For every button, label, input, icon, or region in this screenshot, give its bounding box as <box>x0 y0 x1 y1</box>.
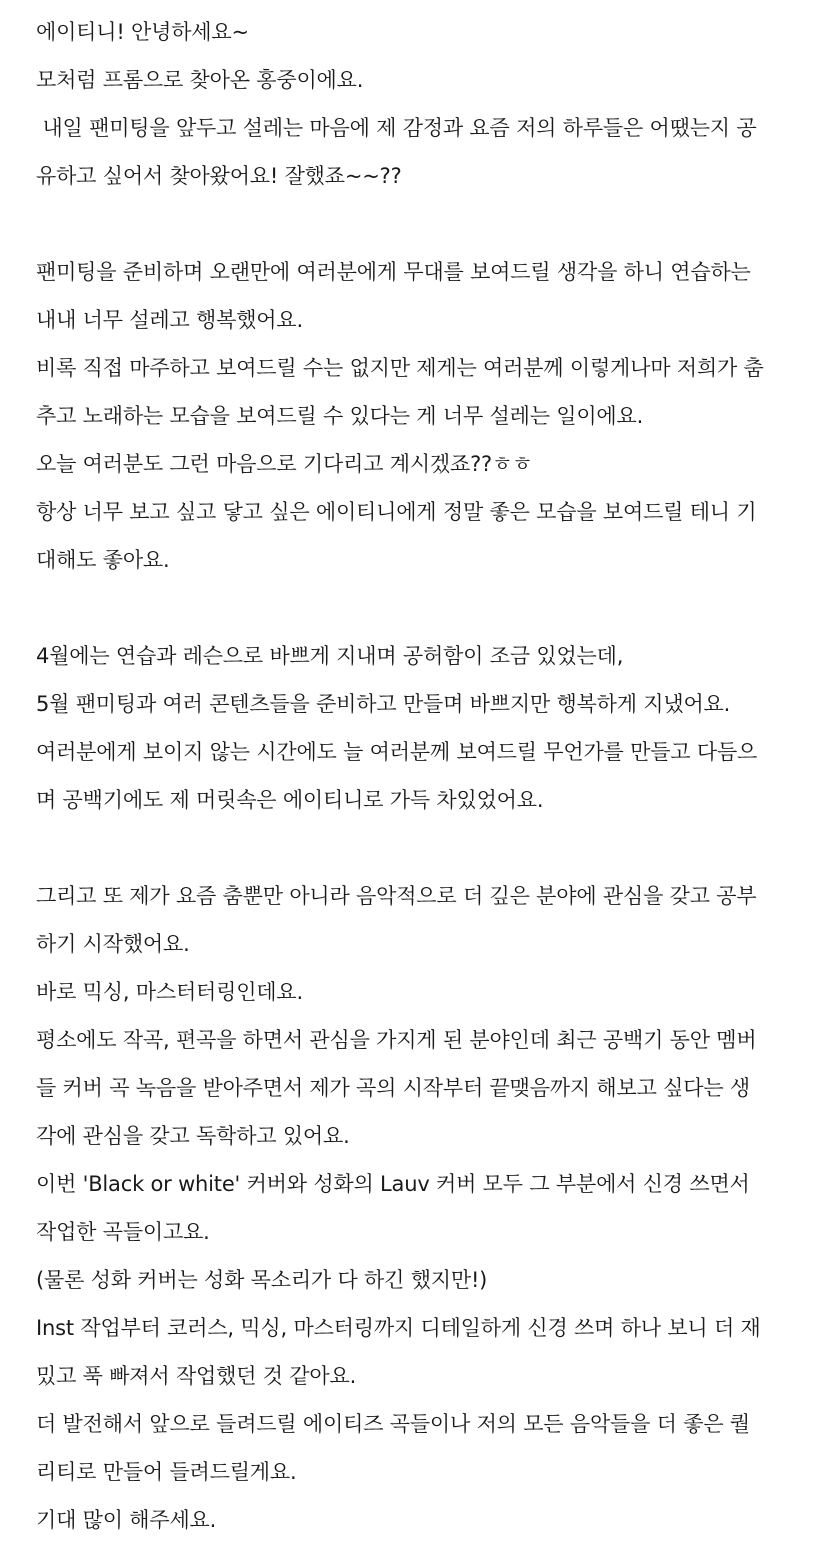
text-line: 오늘 여러분도 그런 마음으로 기다리고 계시겠죠??ㅎㅎ <box>36 452 533 476</box>
paragraph-spacer <box>36 588 828 636</box>
text-line: 밌고 푹 빠져서 작업했던 것 같아요. <box>36 1364 357 1388</box>
text-line: (물론 성화 커버는 성화 목소리가 다 하긴 했지만!) <box>36 1268 488 1292</box>
text-line: 여러분에게 보이지 않는 시간에도 늘 여러분께 보여드릴 무언가를 만들고 다듬으 <box>36 740 758 764</box>
text-line: 그리고 또 제가 요즘 춤뿐만 아니라 음악적으로 더 깊은 분야에 관심을 갖고 공부 <box>36 884 757 908</box>
text-line: 4월에는 연습과 레슨으로 바쁘게 지내며 공허함이 조금 있었는데, <box>36 644 624 668</box>
text-line: 평소에도 작곡, 편곡을 하면서 관심을 가지게 된 분야인데 최근 공백기 동안 멤버 <box>36 1028 757 1052</box>
text-line: 유하고 싶어서 찾아왔어요! 잘했죠~~?? <box>36 164 402 188</box>
paragraph-greeting <box>36 12 828 204</box>
text-line: 항상 너무 보고 싶고 닿고 싶은 에이티니에게 정말 좋은 모습을 보여드릴 테니 기 <box>36 500 757 524</box>
text-line: 모처럼 프롬으로 찾아온 홍중이에요. <box>36 68 364 92</box>
text-line: 각에 관심을 갖고 독학하고 있어요. <box>36 1124 350 1148</box>
text-line: 바로 믹싱, 마스터터링인데요. <box>36 980 303 1004</box>
text-line: 추고 노래하는 모습을 보여드릴 수 있다는 게 너무 설레는 일이에요. <box>36 404 644 428</box>
text-line: 내일 팬미팅을 앞두고 설레는 마음에 제 감정과 요즘 저의 하루들은 어땠는지 공 <box>36 116 757 140</box>
text-line: 리티로 만들어 들려드릴게요. <box>36 1460 297 1484</box>
paragraph-recent-days <box>36 636 828 828</box>
text-line: 하기 시작했어요. <box>36 932 190 956</box>
text-line: 며 공백기에도 제 머릿속은 에이티니로 가득 차있었어요. <box>36 788 544 812</box>
paragraph-music-study <box>36 876 828 1548</box>
text-line: 비록 직접 마주하고 보여드릴 수는 없지만 제게는 여러분께 이렇게나마 저희가 춤 <box>36 356 764 380</box>
text-line: 5월 팬미팅과 여러 콘텐츠들을 준비하고 만들며 바쁘지만 행복하게 지냈어요. <box>36 692 731 716</box>
text-line: 내내 너무 설레고 행복했어요. <box>36 308 303 332</box>
paragraph-spacer <box>36 204 828 252</box>
paragraph-fanmeeting <box>36 252 828 588</box>
text-line: 작업한 곡들이고요. <box>36 1220 210 1244</box>
text-line: Inst 작업부터 코러스, 믹싱, 마스터링까지 디테일하게 신경 쓰며 하나 보니 더 재 <box>36 1316 761 1340</box>
text-line: 들 커버 곡 녹음을 받아주면서 제가 곡의 시작부터 끝맺음까지 해보고 싶다는 생 <box>36 1076 750 1100</box>
text-line: 이번 'Black or white' 커버와 성화의 Lauv 커버 모두 그 부분에서 신경 쓰면서 <box>36 1172 750 1196</box>
text-line: 더 발전해서 앞으로 들려드릴 에이티즈 곡들이나 저의 모든 음악들을 더 좋은 퀄 <box>36 1412 750 1436</box>
text-line: 대해도 좋아요. <box>36 548 170 572</box>
text-line: 팬미팅을 준비하며 오랜만에 여러분에게 무대를 보여드릴 생각을 하니 연습하는 <box>36 260 751 284</box>
text-line: 기대 많이 해주세요. <box>36 1508 217 1532</box>
text-line: 에이티니! 안녕하세요~ <box>36 20 249 44</box>
paragraph-spacer <box>36 828 828 876</box>
